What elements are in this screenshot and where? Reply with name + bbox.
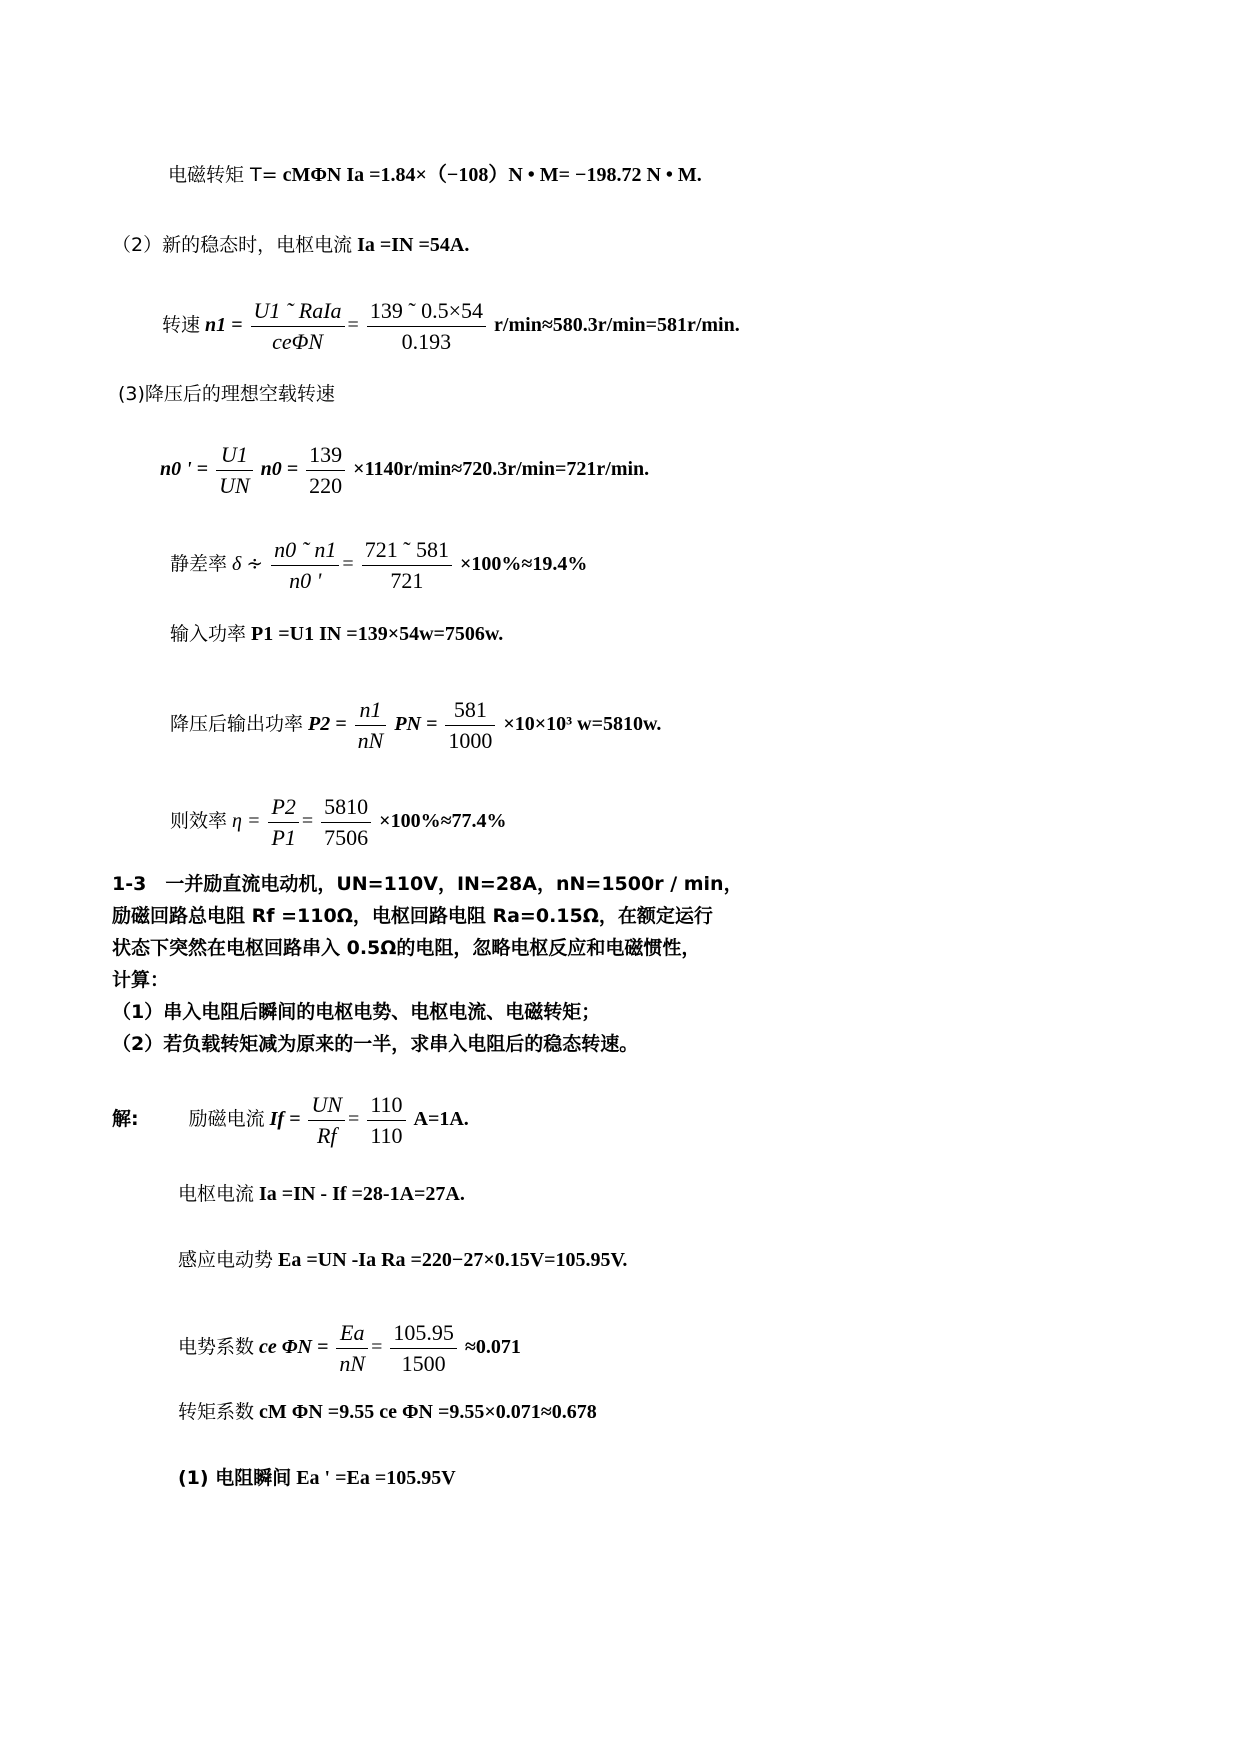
fraction-denominator: 220 <box>309 473 343 498</box>
speed-result: r/min≈580.3r/min=581r/min. <box>494 314 740 337</box>
fraction-denominator: P1 <box>271 825 296 850</box>
no-load-speed-line <box>160 440 649 501</box>
no-load-speed-result: ×1140r/min≈720.3r/min=721r/min. <box>353 458 650 481</box>
emf-coefficient-fraction-symbolic <box>336 1318 368 1379</box>
fraction-numerator: U1 ˜ RaIa <box>251 296 345 327</box>
fraction-numerator: Ea <box>336 1318 368 1349</box>
torque-coefficient-label: 转矩系数 <box>178 1401 255 1423</box>
fraction-denominator: n0 ' <box>289 568 322 593</box>
speed-label: 转速 <box>162 314 201 337</box>
eta-lhs: η = <box>232 810 261 833</box>
fraction-numerator: 139 ˜ 0.5×54 <box>367 296 486 327</box>
armature-current-calc-line <box>178 1182 465 1206</box>
field-current-result: A=1A. <box>413 1108 469 1131</box>
power-ratio-fraction <box>268 792 298 853</box>
output-power-label: 降压后输出功率 <box>170 713 304 736</box>
speed-line: 转速 n1 = $\frac{\text{U1 ˜ RaIa}}{\text{ceΦN}}$ = $\frac{139 ˜ 0.5\times 54}{0.193}$ r/min≈580.3r/min=581r/min. <box>162 296 740 357</box>
armature-current-label: （2）新的稳态时，电枢电流 <box>112 234 353 256</box>
field-current-label: 励磁电流 <box>188 1108 265 1131</box>
fraction-denominator: Rf <box>316 1123 337 1148</box>
fraction-numerator: 581 <box>445 695 495 726</box>
input-power-line <box>170 622 503 646</box>
fraction-numerator: 721 ˜ 581 <box>362 535 452 566</box>
input-power-label: 输入功率 <box>170 623 247 645</box>
problem-line: 状态下突然在电枢回路串入 0.5Ω的电阻，忽略电枢反应和电磁惯性， <box>112 937 701 959</box>
emf-line <box>178 1248 627 1272</box>
regulation-fraction-symbolic <box>271 535 339 596</box>
speed-regulation-line: 静差率 δ ∻ $\frac{n0 ˜ n1}{n0 '}$ = $\frac{721 ˜ 581}{721}$ ×100%≈19.4% <box>170 535 587 596</box>
speed-lhs: n1 = <box>205 314 243 337</box>
fraction-denominator: 1000 <box>448 728 493 753</box>
problem-line: （2）若负载转矩减为原来的一半，求串入电阻后的稳态转速。 <box>112 1033 639 1055</box>
speed-ratio-fraction <box>355 695 387 756</box>
no-load-speed-heading <box>118 382 335 406</box>
delta-lhs: δ ∻ <box>232 553 264 576</box>
fraction-denominator: nN <box>357 728 384 753</box>
speed-value-fraction <box>445 695 495 756</box>
fraction-numerator: P2 <box>268 792 298 823</box>
fraction-numerator: n0 ˜ n1 <box>271 535 339 566</box>
heading-text: (3)降压后的理想空载转速 <box>118 383 335 405</box>
output-power-result: ×10×10³ w=5810w. <box>503 713 662 736</box>
emf-coefficient-fraction-numeric <box>390 1318 457 1379</box>
instant-emf-line <box>178 1466 456 1490</box>
emf-label: 感应电动势 <box>178 1249 274 1271</box>
fraction-denominator: UN <box>219 473 250 498</box>
problem-line: 励磁回路总电阻 Rf =110Ω，电枢回路电阻 Ra=0.15Ω，在额定运行 <box>112 905 713 927</box>
fraction-numerator: n1 <box>355 695 387 726</box>
if-lhs: If = <box>269 1108 301 1131</box>
fraction-numerator: 110 <box>367 1090 405 1121</box>
torque-coefficient-line <box>178 1400 597 1424</box>
voltage-value-fraction <box>306 440 345 501</box>
problem-statement <box>112 868 792 1060</box>
fraction-numerator: 105.95 <box>390 1318 457 1349</box>
fraction-denominator: nN <box>339 1351 366 1376</box>
power-value-fraction <box>321 792 371 853</box>
input-power-formula: P1 =U1 IN =139×54w=7506w. <box>251 623 504 645</box>
p2-lhs: P2 = <box>308 713 347 736</box>
fraction-numerator: U1 <box>216 440 253 471</box>
fraction-numerator: 139 <box>306 440 345 471</box>
n0-mid: n0 = <box>260 458 299 481</box>
problem-line: 计算： <box>112 969 170 991</box>
ce-lhs: ce ΦN = <box>259 1336 329 1359</box>
problem-line: （1）串入电阻后瞬间的电枢电势、电枢电流、电磁转矩； <box>112 1001 601 1023</box>
armature-current-calc-formula: Ia =IN - If =28-1A=27A. <box>259 1183 465 1205</box>
fraction-numerator: UN <box>308 1090 345 1121</box>
fraction-denominator: 7506 <box>324 825 369 850</box>
fraction-denominator: 110 <box>370 1123 403 1148</box>
torque-coefficient-formula: cM ΦN =9.55 ce ΦN =9.55×0.071≈0.678 <box>259 1401 597 1423</box>
speed-fraction-symbolic <box>251 296 345 357</box>
fraction-denominator: 0.193 <box>401 329 452 354</box>
field-current-fraction-symbolic <box>308 1090 345 1151</box>
field-current-fraction-numeric <box>367 1090 405 1151</box>
output-power-line <box>170 695 661 756</box>
instant-emf-formula: Ea ' =Ea =105.95V <box>296 1467 456 1489</box>
emf-coefficient-line: 电势系数 ce ΦN = $\frac{Ea}{nN}$ = $\frac{105.95}{1500}$ ≈0.071 <box>178 1318 521 1379</box>
solution-prefix: 解: <box>112 1108 139 1131</box>
emf-coefficient-label: 电势系数 <box>178 1336 255 1359</box>
emf-coefficient-result: ≈0.071 <box>464 1336 521 1359</box>
armature-current-line <box>112 233 469 257</box>
torque-label: 电磁转矩 T= <box>168 164 278 186</box>
fraction-denominator: 721 <box>390 568 424 593</box>
torque-formula: cMΦN Ia =1.84×（−108）N • M= −198.72 N • M. <box>282 164 702 186</box>
field-current-line: 解: 励磁电流 If = $\frac{UN}{Rf}$ = $\frac{110}{110}$ A=1A. <box>112 1090 469 1151</box>
speed-regulation-label: 静差率 <box>170 553 228 576</box>
n0-lhs: n0 ' = <box>160 458 209 481</box>
emf-formula: Ea =UN -Ia Ra =220−27×0.15V=105.95V. <box>278 1249 628 1271</box>
armature-current-formula: Ia =IN =54A. <box>357 234 470 256</box>
efficiency-label: 则效率 <box>170 810 228 833</box>
regulation-result: ×100%≈19.4% <box>460 553 588 576</box>
efficiency-result: ×100%≈77.4% <box>379 810 507 833</box>
voltage-ratio-fraction <box>216 440 253 501</box>
fraction-denominator: 1500 <box>401 1351 446 1376</box>
speed-fraction-numeric <box>367 296 486 357</box>
problem-line: 1-3 一并励直流电动机，UN=110V，IN=28A，nN=1500r / min， <box>112 873 743 895</box>
regulation-fraction-numeric <box>362 535 452 596</box>
armature-current-calc-label: 电枢电流 <box>178 1183 255 1205</box>
instant-emf-label: (1) 电阻瞬间 <box>178 1467 292 1489</box>
fraction-denominator: ceΦN <box>272 329 324 354</box>
fraction-numerator: 5810 <box>321 792 371 823</box>
pn-mid: PN = <box>394 713 438 736</box>
torque-line <box>168 163 702 187</box>
efficiency-line: 则效率 η = $\frac{P2}{P1}$ = $\frac{5810}{7506}$ ×100%≈77.4% <box>170 792 507 853</box>
